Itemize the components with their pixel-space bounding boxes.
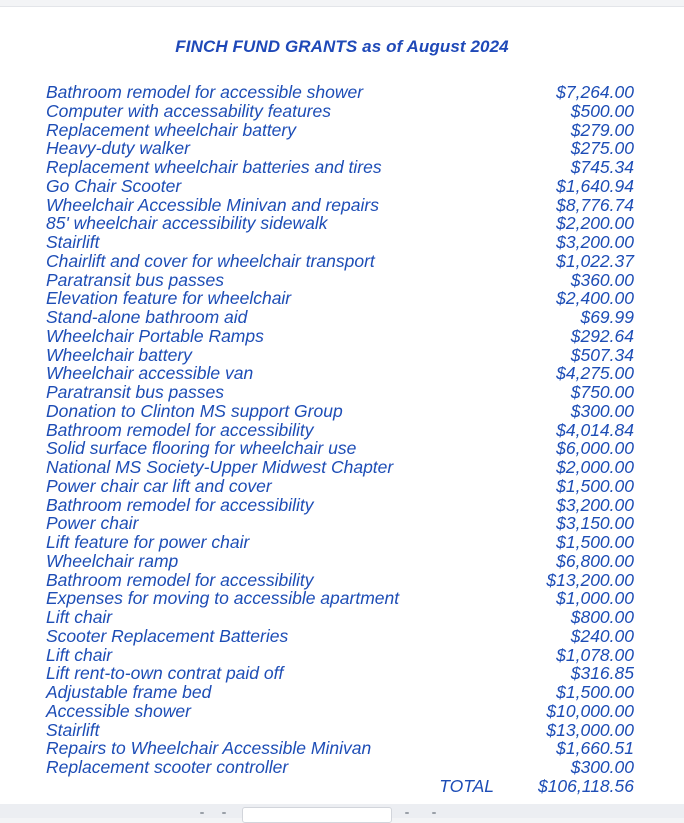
grant-description: Power chair car lift and cover (46, 475, 272, 496)
grant-row (46, 608, 634, 627)
grant-row (46, 702, 634, 721)
grant-description: Adjustable frame bed (46, 682, 212, 702)
grant-row (46, 289, 634, 308)
grant-description: Scooter Replacement Batteries (46, 625, 289, 646)
grant-amount: $10,000.00 (546, 700, 634, 721)
grant-row (46, 196, 634, 215)
grant-description: Accessible shower (46, 700, 191, 721)
grant-description: Wheelchair battery (46, 344, 192, 365)
grant-row (46, 383, 634, 402)
grant-row (46, 421, 634, 440)
grant-row (46, 514, 634, 533)
grant-amount: $4,275.00 (556, 363, 634, 384)
grant-description: Lift chair (46, 607, 113, 627)
grant-amount: $1,500.00 (556, 475, 634, 496)
grant-description: Expenses for moving to accessible apartment (46, 588, 400, 609)
grant-description: Paratransit bus passes (46, 269, 225, 290)
grant-amount: $2,400.00 (556, 288, 634, 309)
grant-row (46, 121, 634, 140)
grant-row (46, 252, 634, 271)
grant-description: Solid surface flooring for wheelchair use (46, 438, 357, 459)
grant-row (46, 177, 634, 196)
grant-description: Lift feature for power chair (46, 532, 250, 552)
grant-row (46, 233, 634, 252)
grant-description: Heavy-duty walker (46, 138, 190, 159)
grant-amount: $1,500.00 (556, 682, 634, 702)
grant-row (46, 158, 634, 177)
grant-description: Replacement scooter controller (46, 757, 289, 777)
grant-amount: $800.00 (570, 607, 634, 627)
grant-description: Power chair (46, 513, 139, 534)
grant-amount: $1,660.51 (556, 738, 634, 759)
grant-row (46, 496, 634, 515)
grant-row (46, 458, 634, 477)
grant-description: 85' wheelchair accessibility sidewalk (46, 213, 328, 234)
grant-amount: $1,022.37 (556, 250, 634, 271)
grant-row (46, 327, 634, 346)
grant-amount: $7,264.00 (556, 82, 634, 102)
grant-amount: $1,640.94 (556, 175, 634, 196)
grant-amount: $300.00 (570, 400, 634, 421)
grant-description: Donation to Clinton MS support Group (46, 400, 343, 421)
grant-description: Replacement wheelchair battery (46, 119, 296, 140)
grant-description: Bathroom remodel for accessibility (46, 494, 314, 515)
grant-amount: $316.85 (570, 663, 634, 684)
total-label: TOTAL (439, 775, 494, 796)
grant-description: Go Chair Scooter (46, 175, 182, 196)
grant-amount: $8,776.74 (556, 194, 634, 215)
grant-description: Bathroom remodel for accessibility (46, 419, 314, 440)
grant-row (46, 552, 634, 571)
grant-amount: $4,014.84 (556, 419, 634, 440)
grant-row (46, 102, 634, 121)
grant-description: Wheelchair Accessible Minivan and repairs (46, 194, 379, 215)
grant-row (46, 571, 634, 590)
grant-description: National MS Society-Upper Midwest Chapter (46, 457, 394, 477)
grant-row (46, 627, 634, 646)
grant-description: Stairlift (46, 719, 100, 740)
grant-description: Bathroom remodel for accessibility (46, 569, 314, 590)
grant-amount: $500.00 (570, 100, 634, 121)
grants-list (46, 83, 634, 796)
grant-row (46, 139, 634, 158)
grant-amount: $292.64 (570, 325, 634, 346)
grant-description: Wheelchair accessible van (46, 363, 254, 384)
toolbar-dot-icon (432, 812, 436, 814)
grant-amount: $360.00 (570, 269, 634, 290)
grant-amount: $507.34 (570, 344, 634, 365)
total-row (46, 777, 634, 796)
grant-row (46, 364, 634, 383)
grant-row (46, 646, 634, 665)
grant-description: Stand-alone bathroom aid (46, 307, 248, 327)
grant-description: Bathroom remodel for accessible shower (46, 82, 364, 102)
grant-description: Replacement wheelchair batteries and tires (46, 157, 382, 177)
grant-row (46, 477, 634, 496)
grant-description: Lift chair (46, 644, 113, 665)
grant-row (46, 758, 634, 777)
grant-description: Repairs to Wheelchair Accessible Minivan (46, 738, 372, 759)
grant-amount: $279.00 (570, 119, 634, 140)
total-amount: $106,118.56 (537, 775, 634, 796)
grant-row (46, 589, 634, 608)
grant-row (46, 683, 634, 702)
grant-row (46, 83, 634, 102)
grant-row (46, 271, 634, 290)
grant-description: Lift rent-to-own contrat paid off (46, 663, 284, 684)
grant-description: Elevation feature for wheelchair (46, 288, 292, 309)
grant-row (46, 214, 634, 233)
document-page (0, 6, 684, 805)
grant-amount: $3,150.00 (556, 513, 634, 534)
grant-amount: $2,000.00 (556, 457, 634, 477)
grant-amount: $240.00 (570, 625, 634, 646)
grant-description: Chairlift and cover for wheelchair transport (46, 250, 375, 271)
grant-description: Wheelchair ramp (46, 550, 179, 571)
grant-amount: $3,200.00 (556, 494, 634, 515)
grant-amount: $750.00 (570, 382, 634, 402)
grant-amount: $69.99 (580, 307, 634, 327)
grant-row (46, 533, 634, 552)
grant-row (46, 721, 634, 740)
grant-amount: $13,000.00 (546, 719, 634, 740)
grant-row (46, 308, 634, 327)
grant-amount: $1,078.00 (556, 644, 634, 665)
grant-amount: $1,500.00 (556, 532, 634, 552)
toolbar-dot-icon (405, 812, 409, 814)
page-title: FINCH FUND GRANTS as of August 2024 (175, 37, 509, 56)
toolbar-dot-icon (222, 812, 226, 814)
grant-amount: $13,200.00 (546, 569, 634, 590)
bottom-input-field[interactable] (242, 807, 392, 823)
grant-amount: $3,200.00 (556, 232, 634, 252)
grant-amount: $745.34 (570, 157, 634, 177)
grant-amount: $300.00 (570, 757, 634, 777)
grant-amount: $1,000.00 (556, 588, 634, 609)
grant-amount: $6,000.00 (556, 438, 634, 459)
grant-row (46, 739, 634, 758)
grant-description: Paratransit bus passes (46, 382, 225, 402)
grant-row (46, 346, 634, 365)
grant-row (46, 664, 634, 683)
grant-row (46, 402, 634, 421)
grant-amount: $6,800.00 (556, 550, 634, 571)
grant-description: Wheelchair Portable Ramps (46, 325, 264, 346)
grant-amount: $2,200.00 (556, 213, 634, 234)
grant-row (46, 439, 634, 458)
grant-description: Stairlift (46, 232, 100, 252)
toolbar-dot-icon (200, 812, 204, 814)
grant-amount: $275.00 (570, 138, 634, 159)
grant-description: Computer with accessability features (46, 100, 331, 121)
